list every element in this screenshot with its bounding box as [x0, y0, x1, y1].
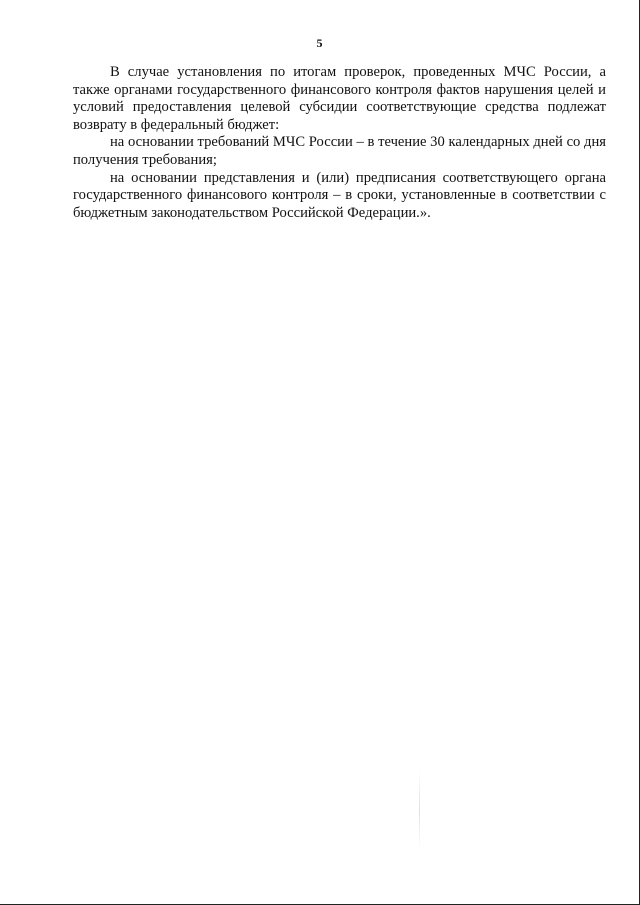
paragraph-mchs-requirements: на основании требований МЧС России – в течение 30 календарных дней со дня получения требования; [73, 134, 606, 168]
scan-artifact [419, 770, 420, 850]
paragraph-financial-control: на основании представления и (или) предписания соответствующего органа государственного финансового контроля – в сроки, установленные в соответствии с бюджетным законодательством Российской Федерации.». [73, 169, 606, 221]
page-number: 5 [316, 36, 323, 50]
document-body [73, 64, 606, 222]
paragraph-refund-conditions: В случае установления по итогам проверок, проведенных МЧС России, а также органами государственного финансового контроля фактов нарушения целей и условий предоставления целевой субсидии соответствующие средства подлежат возврату в федеральный бюджет: [73, 64, 606, 133]
